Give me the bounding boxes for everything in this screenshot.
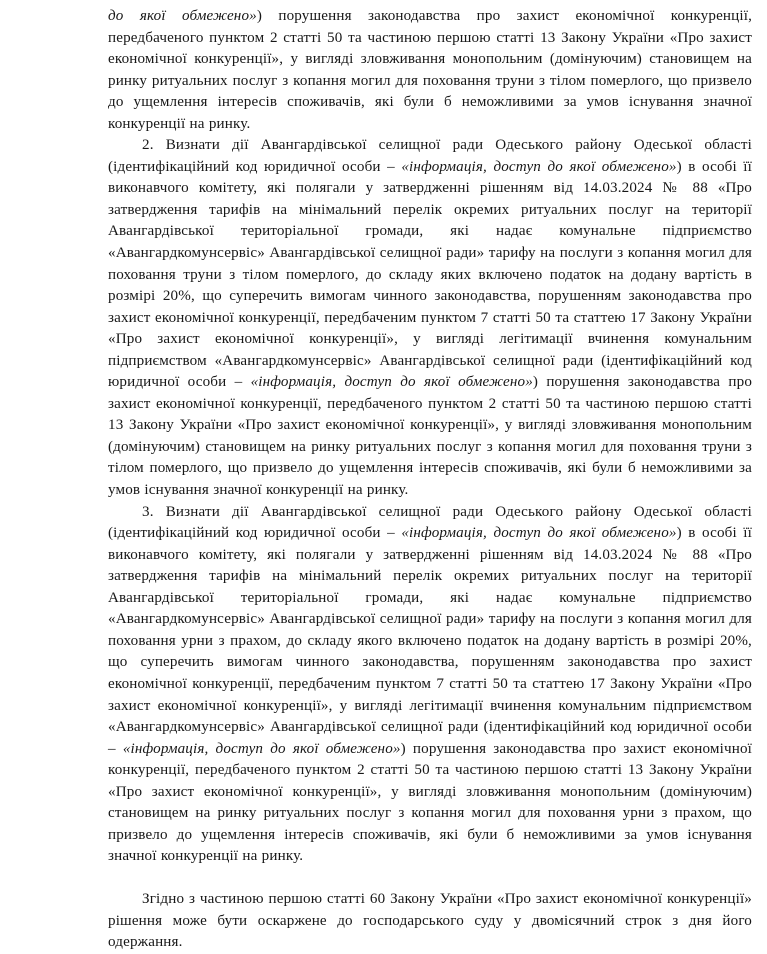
paragraph-text: ) в особі її виконавчого комітету, які полягали у затвердженні рішенням від 14.03.2024 № 88 «Про затвердження тарифів на мінімальний перелік окремих ритуальних послуг на території Авангардівської територіальної громади, які надає комунальне підприємство «Авангардкомунсервіс» Авангардівської селищної ради» тарифу на послуги з копання могил для поховання труни з тілом померлого, до складу яких включено податок на додану вартість в розмірі 20%, що суперечить вимогам чинного законодавства, порушенням законодавства про захист економічної конкуренції, передбаченим пунктом 7 статті 50 та статтею 17 Закону України «Про захист економічної конкуренції», у вигляді легітимації вчинення комунальним підприємством «Авангардкомунсервіс» Авангардівської селищної ради (ідентифікаційний код юридичної особи –	[108, 158, 752, 391]
para-appeal-notice	[108, 889, 752, 954]
redacted-text: «інформація, доступ до якої обмежено»	[122, 740, 401, 757]
paragraph-text: ) порушення законодавства про захист економічної конкуренції, передбаченого пунктом 2 статті 50 та частиною першою статті 13 Закону України «Про захист економічної конкуренції», у вигляді зловживання монопольним (домінуючим) становищем на ринку ритуальних послуг з копання могил для поховання труни з тілом померлого, що призвело до ущемлення інтересів споживачів, які були б неможливими за умов існування значної конкуренції на ринку.	[108, 374, 753, 499]
paragraph-text: ) порушення законодавства про захист економічної конкуренції, передбаченого пунктом 2 статті 50 та частиною першою статті 13 Закону України «Про захист економічної конкуренції», у вигляді зловживання монопольним (домінуючим) становищем на ринку ритуальних послуг з копання могил для поховання урни з прахом, що призвело до ущемлення інтересів споживачів, які були б неможливими за умов існування значної конкуренції на ринку.	[108, 740, 752, 865]
para-item-3	[108, 502, 752, 868]
paragraph-text: ) в особі її виконавчого комітету, які полягали у затвердженні рішенням від 14.03.2024 № 88 «Про затвердження тарифів на мінімальний перелік окремих ритуальних послуг на території Авангардівської територіальної громади, які надає комунальне підприємство «Авангардкомунсервіс» Авангардівської селищної ради» тарифу на послуги з копання могил для поховання урни з прахом, до складу якого включено податок на додану вартість в розмірі 20%, що суперечить вимогам чинного законодавства, порушенням законодавства про захист економічної конкуренції, передбаченим пунктом 7 статті 50 та статтею 17 Закону України «Про захист економічної конкуренції», у вигляді легітимації вчинення комунальним підприємством «Авангардкомунсервіс» Авангардівської селищної ради (ідентифікаційний код юридичної особи –	[108, 525, 752, 757]
redacted-text: «інформація, доступ до якої обмежено»	[401, 158, 677, 175]
redacted-text: «інформація, доступ до якої обмежено»	[250, 374, 533, 391]
redacted-text: до якої обмежено»	[108, 8, 257, 24]
paragraph-text: ) порушення законодавства про захист економічної конкуренції, передбаченого пунктом 2 статті 50 та частиною першою статті 13 Закону України «Про захист економічної конкуренції», у вигляді зловживання монопольним (домінуючим) становищем на ринку ритуальних послуг з копання могил для поховання труни з тілом померлого, що призвело до ущемлення інтересів споживачів, які були б неможливими за умов існування значної конкуренції на ринку.	[108, 8, 752, 132]
paragraph-text: 2. Визнати дії Авангардівської селищної ради Одеського району Одеської області (ідентифікаційний код юридичної особи –	[108, 137, 752, 175]
paragraph-text: Згідно з частиною першою статті 60 Закону України «Про захист економічної конкуренції» рішення може бути оскаржене до господарського суду у двомісячний строк з дня його одержання.	[108, 891, 752, 951]
document-text-body	[108, 6, 752, 954]
paragraph-text: 3. Визнати дії Авангардівської селищної ради Одеського району Одеської області (ідентифікаційний код юридичної особи –	[108, 503, 752, 542]
para-continuation	[108, 6, 752, 135]
para-item-2	[108, 135, 752, 501]
redacted-text: «інформація, доступ до якої обмежено»	[401, 525, 677, 542]
